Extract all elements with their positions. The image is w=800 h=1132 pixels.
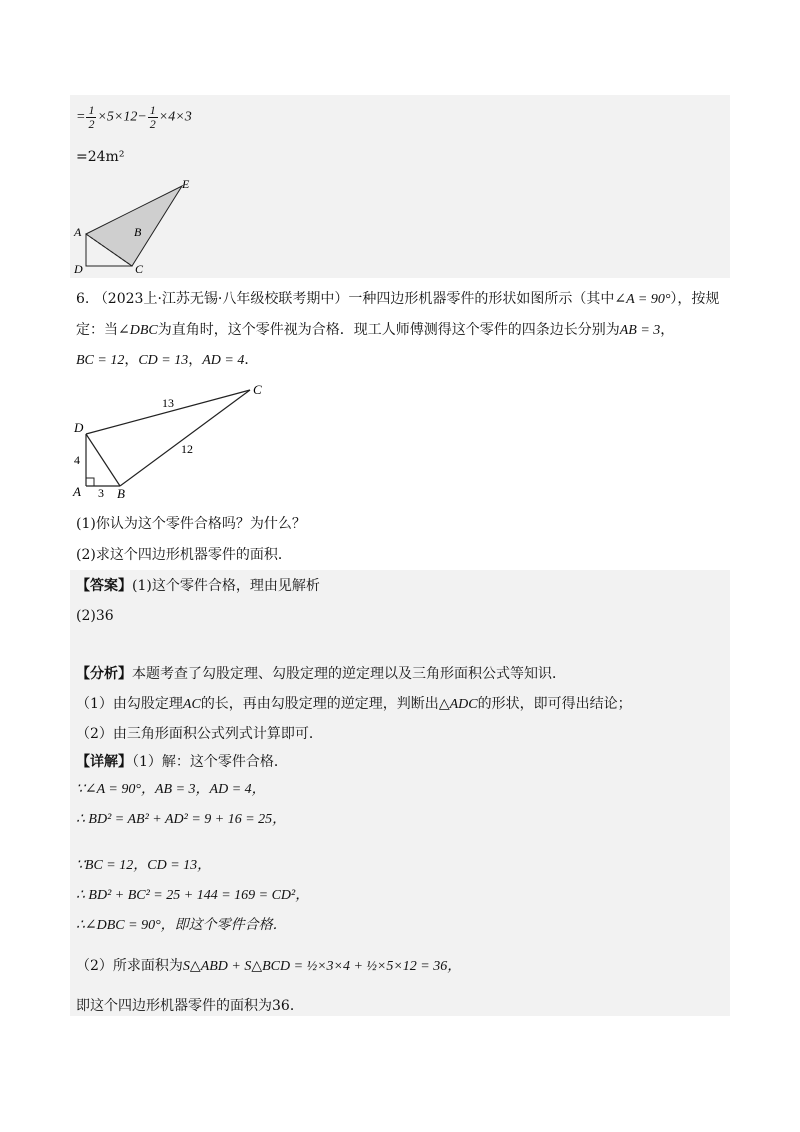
analysis-tag: 【分析】 [76,666,132,682]
problem-source: （2023上·江苏无锡·八年级校联考期中） [93,291,349,307]
detail-tag: 【详解】 [76,754,132,770]
answer-line-2: (2)36 [76,608,114,624]
fig2-side-ab: 3 [98,486,104,500]
question-1: (1)你认为这个零件合格吗？为什么？ [76,516,306,532]
fig1-label-c: C [135,262,144,276]
answer-tag: 【答案】 [76,578,132,594]
detail-step-2: ∴ BD² = AB² + AD² = 9 + 16 = 25， [76,812,287,827]
fig1-label-b: B [134,225,142,239]
fig2-side-ad: 4 [74,453,80,467]
fig2-label-c: C [253,382,262,397]
problem-line-3: BC = 12，CD = 13，AD = 4． [76,353,259,368]
fig1-label-e: E [182,177,190,191]
figure-1 [72,176,202,276]
fig1-label-a: A [74,225,82,239]
calc-line-2: =24m² [76,149,125,165]
analysis-point-2: （2）由三角形面积公式列式计算即可． [76,726,323,742]
fig2-label-d: D [74,420,84,435]
fig2-label-a: A [73,484,81,499]
problem-line-1: 6. （2023上·江苏无锡·八年级校联考期中）一种四边形机器零件的形状如图所示（其中∠A = 90°），按规 [76,291,720,307]
detail-step-1: ∵∠A = 90°，AB = 3，AD = 4， [76,782,266,797]
detail-step-5: ∴∠DBC = 90°，即这个零件合格． [76,918,287,933]
answer-line-1: 【答案】(1)这个零件合格，理由见解析 [76,578,320,594]
detail-step-4: ∴ BD² + BC² = 25 + 144 = 169 = CD²， [76,888,310,903]
analysis-line: 【分析】本题考查了勾股定理、勾股定理的逆定理以及三角形面积公式等知识． [76,666,566,682]
calc-line-1: = $\frac{1}{2}$ ×5×12− $\frac{1}{2}$ ×4×3 [76,103,192,131]
fig1-label-d: D [74,262,83,276]
fig2-label-b: B [117,486,125,501]
problem-line-2: 定：当∠DBC为直角时，这个零件视为合格．现工人师傅测得这个零件的四条边长分别为AB = 3， [76,322,675,338]
detail-step-3: ∵BC = 12，CD = 13， [76,858,212,873]
detail-step-6: （2）所求面积为S△ABD + S△BCD = ½×3×4 + ½×5×12 = 36， [76,958,462,974]
question-2: (2)求这个四边形机器零件的面积． [76,547,292,563]
fig2-side-dc: 13 [162,396,174,410]
detail-step-7: 即这个四边形机器零件的面积为36． [76,998,304,1014]
analysis-point-1: （1）由勾股定理AC的长，再由勾股定理的逆定理，判断出△ADC的形状，即可得出结论； [76,696,632,712]
fig2-side-bc: 12 [181,442,193,456]
detail-intro: 【详解】（1）解：这个零件合格． [76,754,288,770]
problem-number: 6. [76,291,90,307]
figure-2-quadrilateral [70,380,280,502]
